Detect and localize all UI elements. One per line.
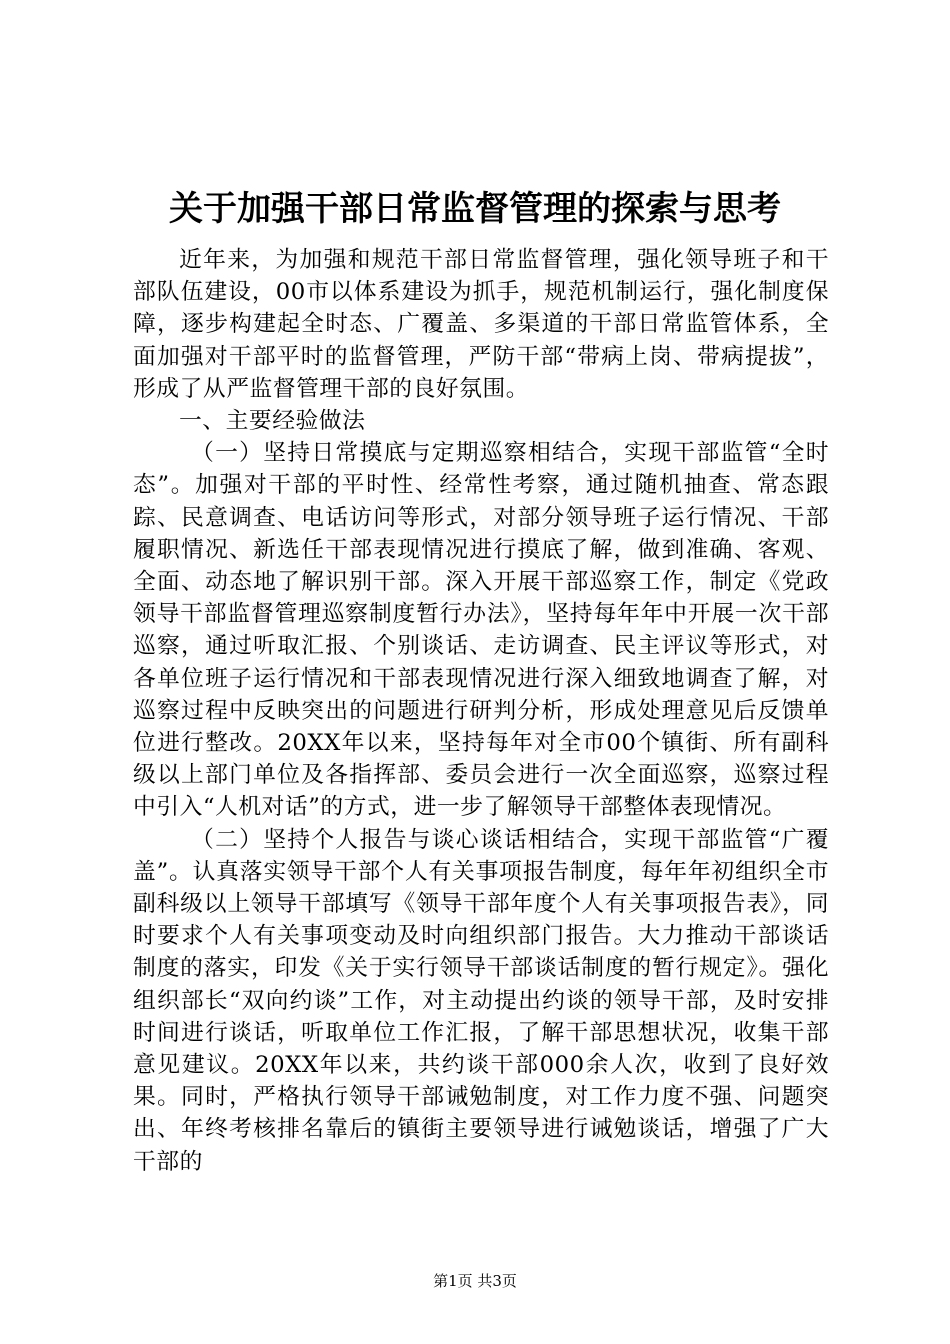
document-body [133, 244, 829, 1178]
subsection-paragraph-2: （二）坚持个人报告与谈心谈话相结合，实现干部监管“广覆盖”。认真落实领导干部个人有关事项报告制度，每年年初组织全市副科级以上领导干部填写《领导干部年度个人有关事项报告表》，同时要求个人有关事项变动及时向组织部门报告。大力推动干部谈话制度的落实，印发《关于实行领导干部谈话制度的暂行规定》。强化组织部长“双向约谈”工作，对主动提出约谈的领导干部，及时安排时间进行谈话，听取单位工作汇报，了解干部思想状况，收集干部意见建议。20XX年以来，共约谈干部000余人次，收到了良好效果。同时，严格执行领导干部诫勉制度，对工作力度不强、问题突出、年终考核排名靠后的镇街主要领导进行诫勉谈话，增强了广大干部的 [133, 826, 829, 1175]
subsection-paragraph-1: （一）坚持日常摸底与定期巡察相结合，实现干部监管“全时态”。加强对干部的平时性、经常性考察，通过随机抽查、常态跟踪、民意调查、电话访问等形式，对部分领导班子运行情况、干部履职情况、新选任干部表现情况进行摸底了解，做到准确、客观、全面、动态地了解识别干部。深入开展干部巡察工作，制定《党政领导干部监督管理巡察制度暂行办法》，坚持每年年中开展一次干部巡察，通过听取汇报、个别谈话、走访调查、民主评议等形式，对各单位班子运行情况和干部表现情况进行深入细致地调查了解，对巡察过程中反映突出的问题进行研判分析，形成处理意见后反馈单位进行整改。20XX年以来，坚持每年对全市00个镇街、所有副科级以上部门单位及各指挥部、委员会进行一次全面巡察，巡察过程中引入“人机对话”的方式，进一步了解领导干部整体表现情况。 [133, 440, 829, 821]
section-heading: 一、主要经验做法 [179, 408, 366, 435]
document-title: 关于加强干部日常监督管理的探索与思考 [169, 189, 781, 229]
page-number-footer: 第1页 共3页 [433, 1272, 517, 1290]
intro-paragraph: 近年来，为加强和规范干部日常监督管理，强化领导班子和干部队伍建设，00市以体系建设为抓手，规范机制运行，强化制度保障，逐步构建起全时态、广覆盖、多渠道的干部日常监管体系，全面加强对干部平时的监督管理，严防干部“带病上岗、带病提拔”，形成了从严监督管理干部的良好氛围。 [133, 247, 829, 402]
